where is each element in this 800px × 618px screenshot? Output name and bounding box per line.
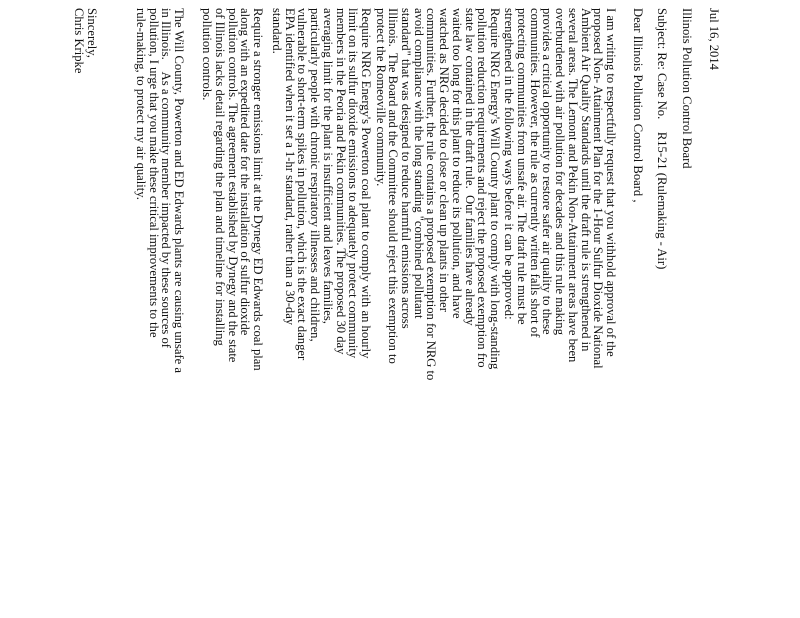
paragraph-line: communities. Further, the rule contains a proposed exemption for NRG to — [424, 8, 439, 381]
paragraph-line: Require NRG Energy's Powerton coal plant to comply with an hourly — [359, 8, 373, 359]
paragraph-line: members in the Peoria and Pekin communities. The proposed 30 day — [333, 8, 348, 355]
paragraph-line: averaging limit for the plant is insufficient and leaves families, — [320, 8, 335, 324]
paragraph-line: Require NRG Energy's Will County plant to comply with long-standing — [488, 8, 502, 370]
paragraph-line: rule-making, to protect my air quality. — [133, 8, 148, 200]
paragraph-line: Require a stronger emissions limit at the Dynegy ED Edwards coal plan — [251, 8, 265, 371]
paragraph-line: state law contained in the draft rule. Our families have already — [462, 8, 477, 326]
paragraph-line: vulnerable to short-term spikes in pollution, which is the exact danger — [295, 8, 310, 361]
paragraph-line: pollution controls. — [200, 8, 215, 101]
letter-date: Jul 16, 2014 — [707, 8, 721, 70]
paragraph-line: communities. However, the rule as currently written falls short of — [527, 8, 542, 338]
paragraph-line: waited too long for this plant to reduce its pollution, and have — [449, 8, 464, 319]
letter-subject: Subject: Re: Case No. R15-21 (Rulemaking - Air) — [655, 8, 669, 270]
letter-document — [72, 8, 721, 608]
paragraph-line: overburdened with air pollution for decades and this rule making — [553, 8, 568, 335]
paragraph-line: avoid compliance with the long standing "combined pollutant — [411, 8, 426, 319]
paragraph-line: The Will County, Powerton and ED Edwards plants are causing unsafe a — [172, 8, 186, 373]
paragraph-line: in Illinois. As a community member impacted by these sources of — [159, 8, 174, 348]
paragraph-line: Ambient Air Quality Standards until the draft rule is strengthened in — [578, 8, 593, 352]
paragraph-line: EPA identified when it set a 1-hr standard, rather than a 30-day — [282, 8, 297, 326]
paragraph-line: strengthened in the following ways before it can be approved: — [502, 8, 517, 320]
paragraph-line: pollution reduction requirements and reject the proposed exemption fro — [475, 8, 490, 368]
letter-recipient: Illinois Pollution Control Board — [680, 8, 694, 169]
paragraph-line: limit on its sulfur dioxide emissions to adequately protect community — [346, 8, 361, 359]
paragraph-line: I am writing to respectfully request that you withhold approval of the — [604, 8, 618, 357]
paragraph-line: particularly people with chronic respiratory illnesses and children, — [308, 8, 323, 342]
paragraph-line: provides a critical opportunity to restore safer air quality to these — [540, 8, 555, 335]
paragraph-line: protecting communities from unsafe air. The draft rule must be — [515, 8, 530, 325]
paragraph-line: standard. — [270, 8, 285, 54]
paragraph-line: pollution, I urge that you make these critical improvements to the — [146, 8, 161, 338]
paragraph-line: along with an expedited date for the installation of sulfur dioxide — [238, 8, 253, 336]
letter-signature: Chris Kripke — [72, 8, 86, 74]
paragraph-line: proposed Non- Attainment Plan for the 1-Hour Sulfur Dioxide National — [591, 8, 606, 369]
paragraph-line: standard" that was designed to reduce harmful emissions across — [399, 8, 414, 329]
paragraph-line: of Illinois lacks detail regarding the plan and timeline for installing — [212, 8, 227, 346]
letter-closing: Sincerely, — [85, 8, 99, 58]
paragraph-line: watched as NRG decided to close or clean up plants in other — [437, 8, 452, 312]
paragraph-line: several areas. The Lemont and Pekin Non-Attainment areas have been — [565, 8, 580, 363]
paragraph-line: pollution controls. The agreement established by Dynegy and the state — [225, 8, 240, 363]
paragraph-line: Illinois. The Board and the Committee should reject this exemption to — [386, 8, 401, 364]
paragraph-line: protect the Romeoville community. — [373, 8, 388, 187]
letter-salutation: Dear Illinois Pollution Control Board , — [631, 8, 645, 203]
